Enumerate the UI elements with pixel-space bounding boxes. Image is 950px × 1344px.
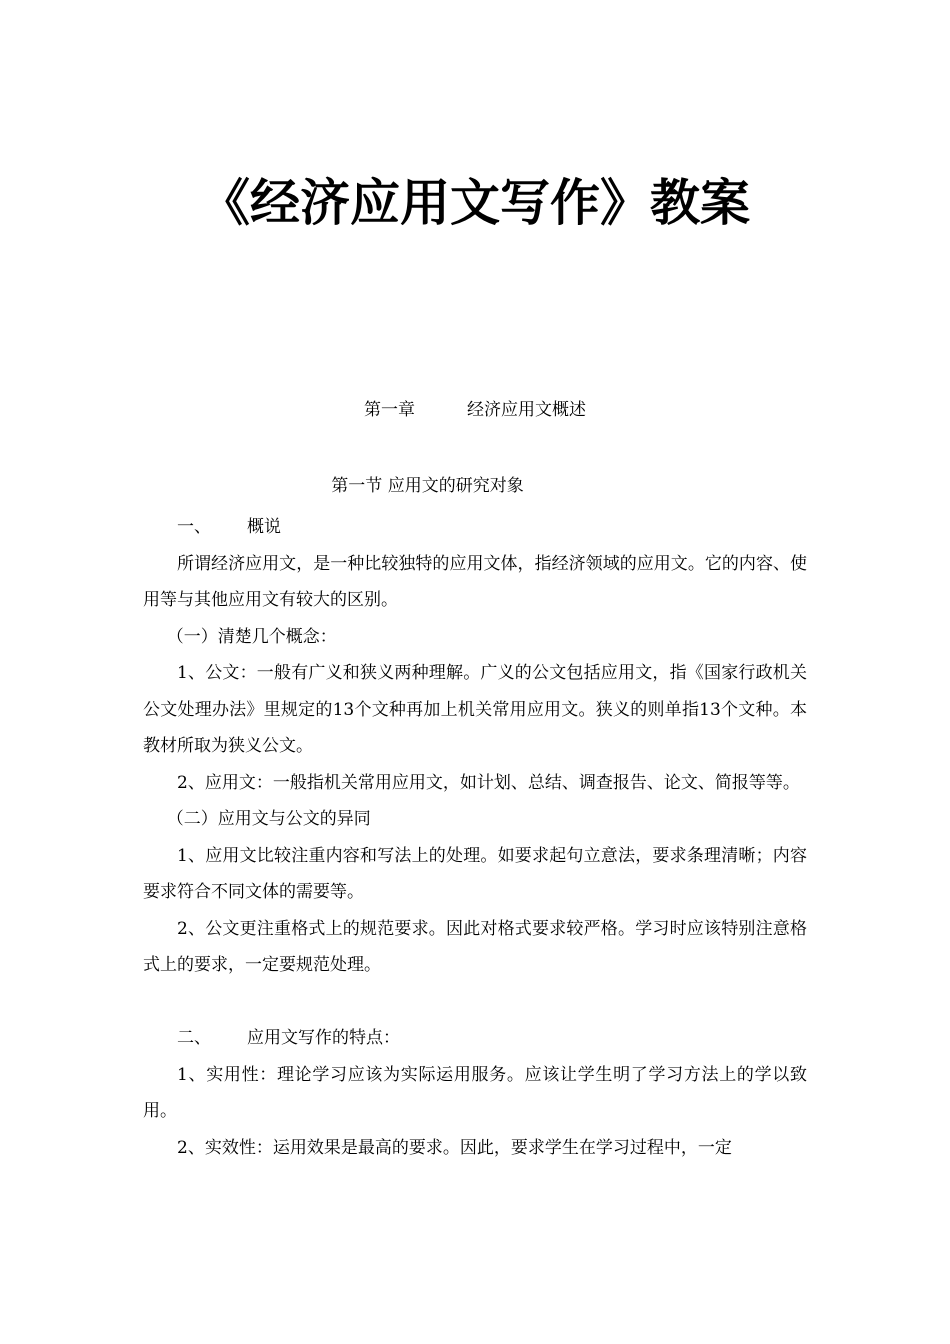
paragraph: 1、实用性：理论学习应该为实际运用服务。应该让学生明了学习方法上的学以致用。 [143,1064,807,1121]
document-title: 《经济应用文写作》教案 [200,174,750,232]
body-text [143,509,807,1166]
heading-features [143,1020,807,1057]
chapter-number: 第一章 [364,400,415,420]
heading-number: 二、 [177,1028,211,1048]
heading-overview [143,509,807,546]
paragraph: 2、应用文：一般指机关常用应用文，如计划、总结、调查报告、论文、简报等等。 [177,772,800,793]
paragraph: 2、公文更注重格式上的规范要求。因此对格式要求较严格。学习时应该特别注意格式上的要求，一定要规范处理。 [143,918,807,975]
paragraph: 所谓经济应用文，是一种比较独特的应用文体，指经济领域的应用文。它的内容、使用等与其他应用文有较大的区别。 [143,553,807,610]
paragraph: 1、应用文比较注重内容和写法上的处理。如要求起句立意法，要求条理清晰；内容要求符合不同文体的需要等。 [143,845,807,902]
blank-line [143,984,807,1021]
subheading: （一）清楚几个概念： [166,626,337,647]
heading-text: 概说 [247,517,281,537]
chapter-heading [0,398,950,422]
subheading: （二）应用文与公文的异同 [166,809,371,829]
chapter-name: 经济应用文概述 [467,400,586,420]
paragraph: 2、实效性：运用效果是最高的要求。因此，要求学生在学习过程中，一定 [177,1137,732,1158]
section-heading: 第一节 应用文的研究对象 [331,476,524,496]
paragraph: 1、公文：一般有广义和狭义两种理解。广义的公文包括应用文，指《国家行政机关公文处理办法》里规定的13个文种再加上机关常用应用文。狭义的则单指13个文种。本教材所取为狭义公文。 [143,663,807,756]
heading-text: 应用文写作的特点： [247,1028,400,1048]
heading-number: 一、 [177,517,211,537]
